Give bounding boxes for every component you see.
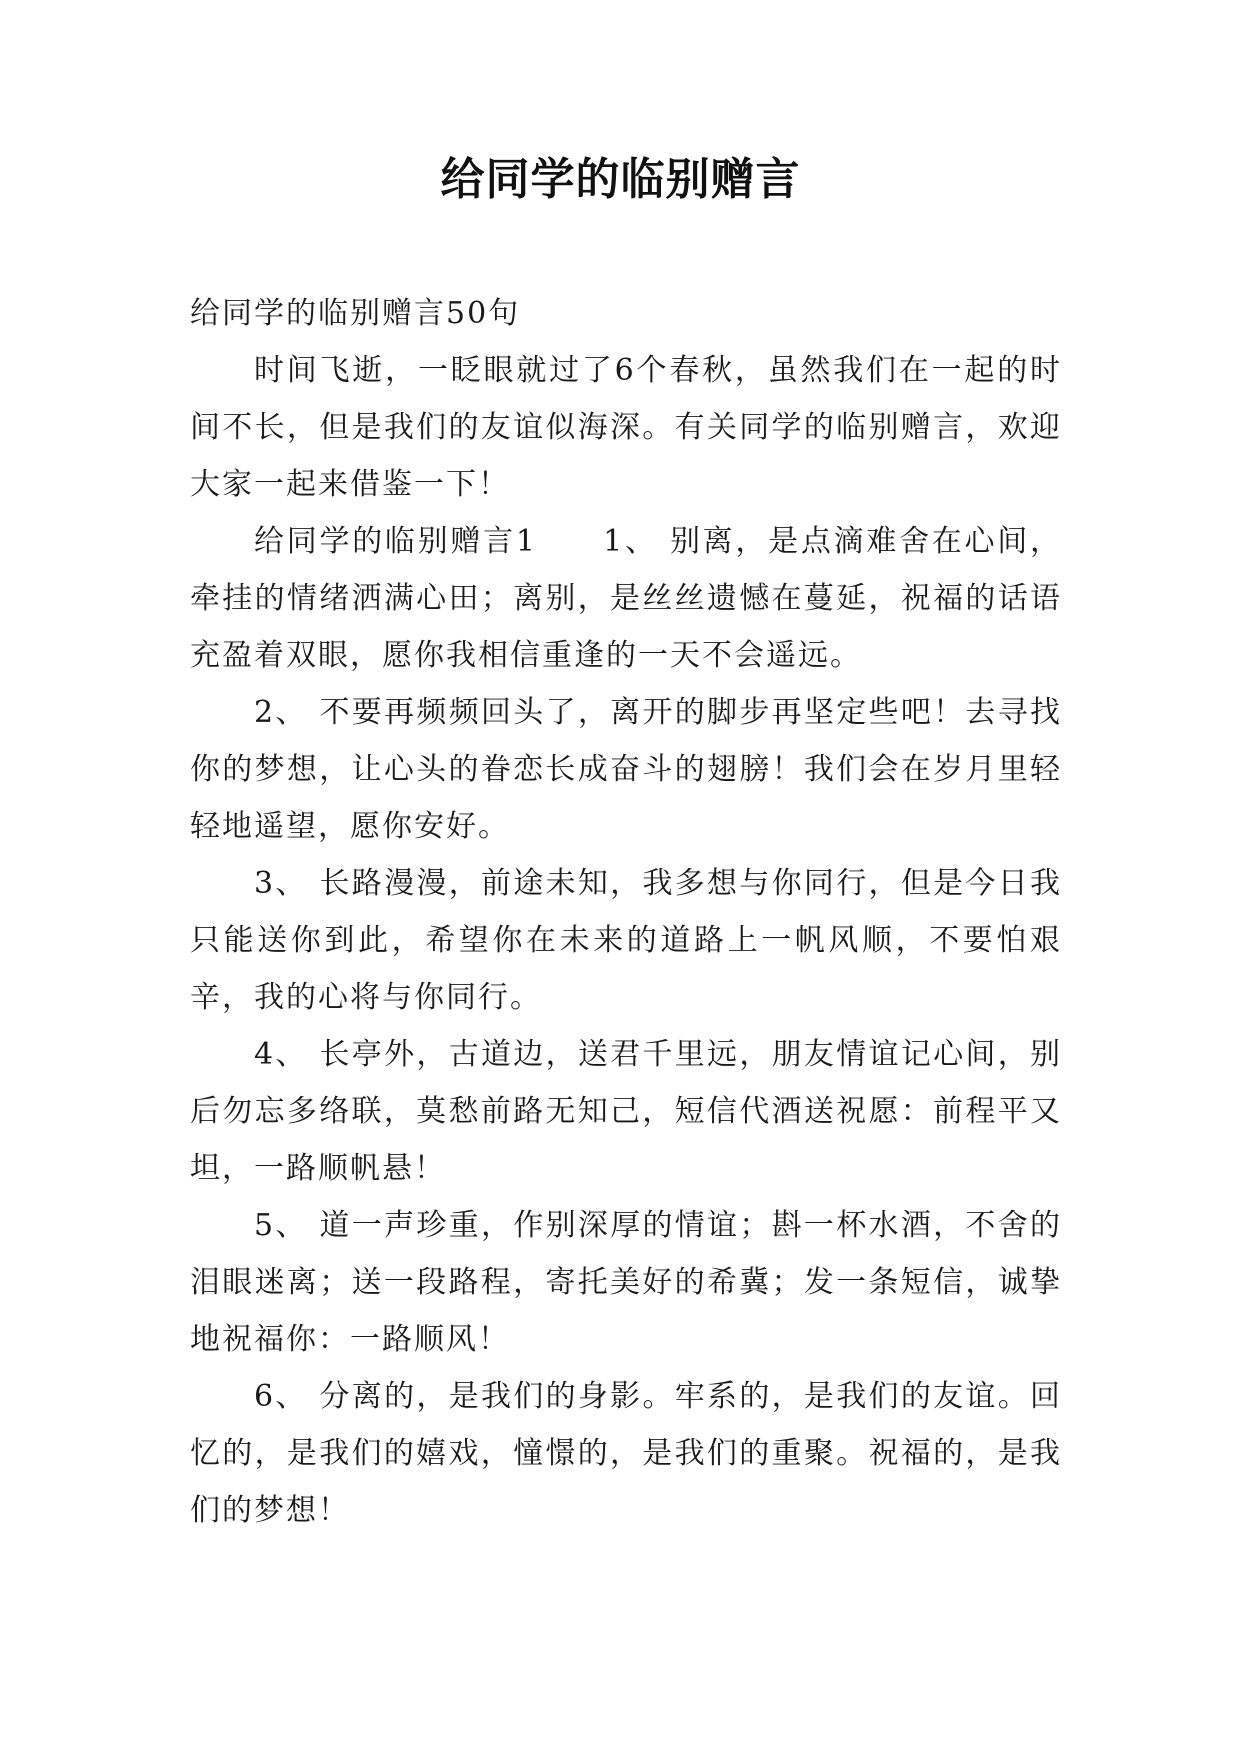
intro-paragraph: 时间飞逝，一眨眼就过了6个春秋，虽然我们在一起的时间不长，但是我们的友谊似海深。有关同学的临别赠言，欢迎大家一起来借鉴一下！ (190, 353, 1062, 502)
message-paragraph-5: 5、 道一声珍重，作别深厚的情谊；斟一杯水酒，不舍的泪眼迷离；送一段路程，寄托美好的希冀；发一条短信，诚挚地祝福你：一路顺风！ (190, 1208, 1062, 1357)
message-paragraph-1: 给同学的临别赠言1 1、 别离，是点滴难舍在心间，牵挂的情绪洒满心田；离别，是丝丝遗憾在蔓延，祝福的话语充盈着双眼，愿你我相信重逢的一天不会遥远。 (190, 524, 1062, 673)
document-body (190, 285, 1062, 1539)
message-paragraph-2: 2、 不要再频频回头了，离开的脚步再坚定些吧！去寻找你的梦想，让心头的眷恋长成奋斗的翅膀！我们会在岁月里轻轻地遥望，愿你安好。 (190, 695, 1062, 844)
message-paragraph-6: 6、 分离的，是我们的身影。牢系的，是我们的友谊。回忆的，是我们的嬉戏，憧憬的，是我们的重聚。祝福的，是我们的梦想！ (190, 1379, 1062, 1528)
message-paragraph-3: 3、 长路漫漫，前途未知，我多想与你同行，但是今日我只能送你到此，希望你在未来的道路上一帆风顺，不要怕艰辛，我的心将与你同行。 (190, 866, 1062, 1015)
message-paragraph-4: 4、 长亭外，古道边，送君千里远，朋友情谊记心间，别后勿忘多络联，莫愁前路无知己，短信代酒送祝愿：前程平又坦，一路顺帆悬！ (190, 1037, 1062, 1186)
document-title: 给同学的临别赠言 (440, 154, 801, 205)
document-subtitle: 给同学的临别赠言50句 (190, 296, 521, 331)
